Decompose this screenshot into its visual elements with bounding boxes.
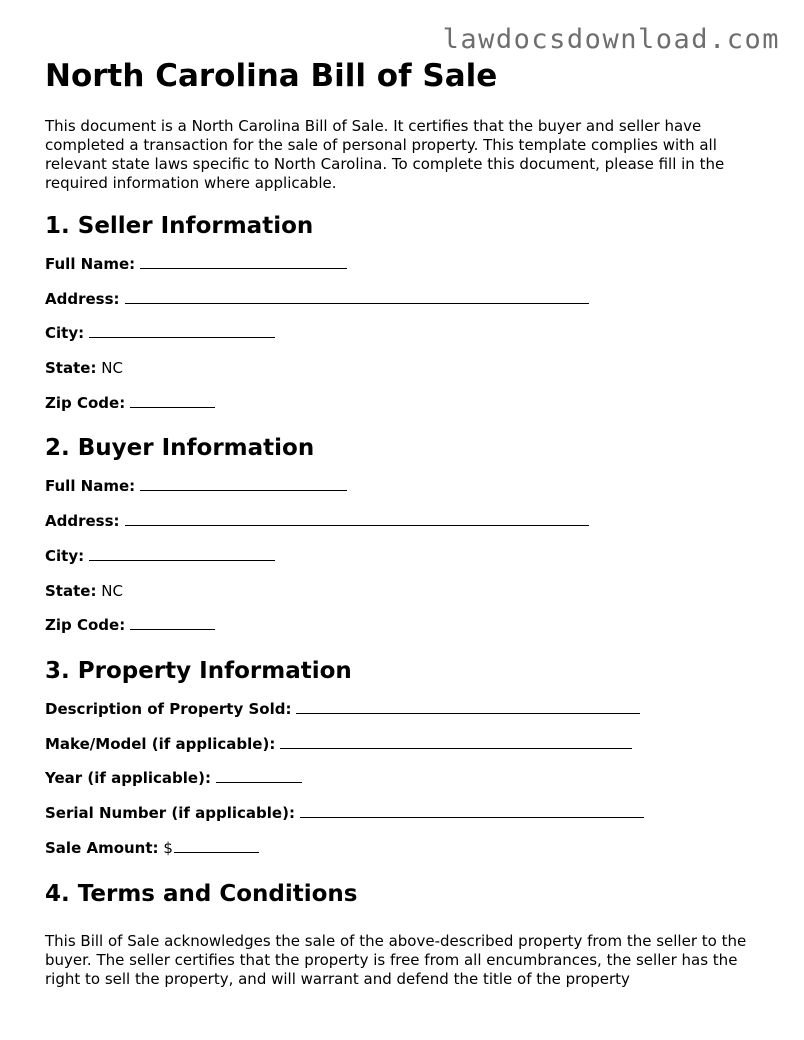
seller-city-label: City:: [45, 324, 85, 343]
property-serial-label: Serial Number (if applicable):: [45, 803, 295, 822]
property-make-model-label: Make/Model (if applicable):: [45, 734, 276, 753]
property-year-blank[interactable]: [216, 770, 302, 783]
terms-section: [45, 879, 765, 989]
seller-state-row: [45, 351, 765, 386]
buyer-city-label: City:: [45, 546, 85, 565]
seller-address-blank[interactable]: [125, 291, 589, 304]
property-description-label: Description of Property Sold:: [45, 699, 292, 718]
buyer-state-label: State:: [45, 581, 97, 600]
intro-paragraph: This document is a North Carolina Bill of Sale. It certifies that the buyer and seller have completed a transaction for the sale of personal property. This template complies with all relevant state laws specific to North Carolina. To complete this document, please fill in the required information where applicable.: [45, 117, 725, 192]
buyer-state-row: [45, 574, 765, 609]
buyer-heading: 2. Buyer Information: [45, 435, 315, 462]
seller-city-blank[interactable]: [89, 325, 275, 338]
property-description-blank[interactable]: [296, 701, 640, 714]
property-year-label: Year (if applicable):: [45, 769, 211, 788]
buyer-full-name-row: [45, 469, 765, 504]
property-year-row: [45, 761, 765, 796]
buyer-section: [45, 433, 765, 642]
buyer-zip-blank[interactable]: [130, 617, 215, 630]
property-make-model-row: [45, 727, 765, 762]
buyer-city-blank[interactable]: [89, 548, 275, 561]
buyer-address-label: Address:: [45, 512, 120, 531]
currency-symbol: $: [163, 838, 173, 857]
seller-zip-label: Zip Code:: [45, 393, 126, 412]
watermark: lawdocsdownload.com: [442, 24, 780, 55]
property-description-row: [45, 692, 765, 727]
seller-address-label: Address:: [45, 289, 120, 308]
property-serial-blank[interactable]: [300, 805, 644, 818]
document-title: North Carolina Bill of Sale: [45, 58, 498, 94]
buyer-zip-row: [45, 608, 765, 643]
seller-city-row: [45, 316, 765, 351]
buyer-full-name-label: Full Name:: [45, 477, 136, 496]
seller-zip-row: [45, 386, 765, 421]
buyer-city-row: [45, 539, 765, 574]
seller-address-row: [45, 282, 765, 317]
property-serial-row: [45, 796, 765, 831]
buyer-full-name-blank[interactable]: [140, 478, 347, 491]
seller-full-name-row: [45, 247, 765, 282]
seller-state-label: State:: [45, 359, 97, 378]
seller-section: [45, 211, 765, 420]
seller-heading: 1. Seller Information: [45, 213, 314, 239]
buyer-address-blank[interactable]: [125, 513, 589, 526]
buyer-zip-label: Zip Code:: [45, 616, 126, 635]
terms-paragraph: This Bill of Sale acknowledges the sale of the above-described property from the seller to the buyer. The seller certifies that the property is free from all encumbrances, the seller has the right to sell the property, and will warrant and defend the title of the property: [45, 932, 747, 989]
buyer-state-value: NC: [101, 581, 123, 600]
seller-state-value: NC: [101, 359, 123, 378]
property-section: [45, 656, 765, 865]
property-sale-amount-row: [45, 831, 765, 866]
property-make-model-blank[interactable]: [280, 736, 632, 749]
seller-zip-blank[interactable]: [130, 395, 215, 408]
seller-full-name-label: Full Name:: [45, 255, 136, 273]
buyer-address-row: [45, 504, 765, 539]
property-heading: 3. Property Information: [45, 657, 352, 684]
seller-full-name-blank[interactable]: [140, 256, 347, 269]
property-sale-amount-label: Sale Amount:: [45, 838, 159, 857]
terms-heading: 4. Terms and Conditions: [45, 881, 358, 908]
document-page: [45, 56, 765, 989]
property-sale-amount-blank[interactable]: [174, 840, 259, 853]
